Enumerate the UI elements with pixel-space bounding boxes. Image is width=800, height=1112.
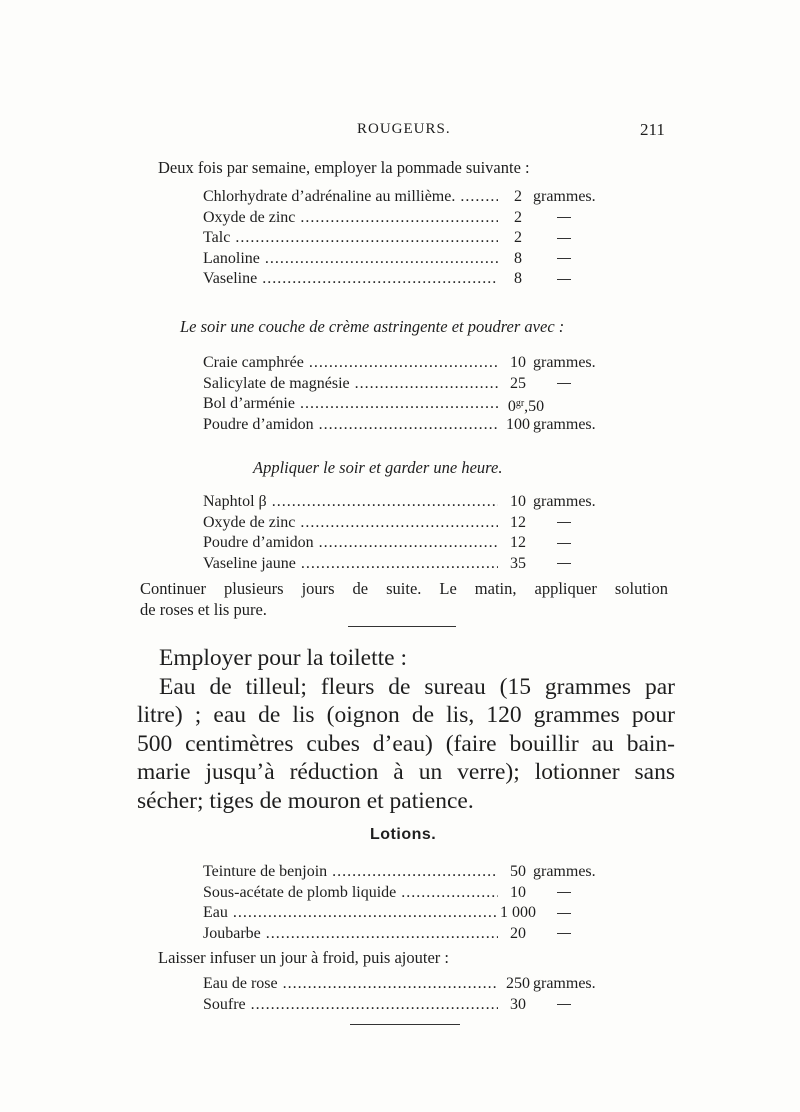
recipe-row xyxy=(203,924,623,945)
ingredient-name: Talc ..... xyxy=(203,228,501,249)
ingredient-qty: 250 xyxy=(498,974,538,995)
page-header xyxy=(0,121,800,145)
ingredient-name: Poudre d’amidon ..... xyxy=(203,415,501,436)
recipe-row xyxy=(203,554,623,575)
ingredient-name: Oxyde de zinc ..... xyxy=(203,513,501,534)
ingredient-name: Vaseline ..... xyxy=(203,269,501,290)
ingredient-unit xyxy=(533,228,571,249)
toilette-line: Eau de tilleul; fleurs de sureau (15 grammes par xyxy=(159,673,675,700)
ingredient-qty: 2 xyxy=(498,208,538,229)
ingredient-name: Vaseline jaune ..... xyxy=(203,554,501,575)
instruction-evening: Le soir une couche de crème astringente et poudrer avec : xyxy=(180,317,565,336)
end-divider xyxy=(350,1024,460,1025)
qty-tail: ,50 xyxy=(524,398,545,415)
infuse-text: Laisser infuser un jour à froid, puis ajouter : xyxy=(158,948,449,967)
recipe-row xyxy=(203,187,623,208)
ingredient-unit: grammes. xyxy=(533,188,596,205)
ingredient-name: Eau de rose ..... xyxy=(203,974,501,995)
ingredient-unit: grammes. xyxy=(533,415,596,433)
ingredient-name: Sous-acétate de plomb liquide ..... xyxy=(203,883,501,904)
recipe-pommade xyxy=(203,187,623,290)
ingredient-name: Bol d’arménie ..... xyxy=(203,394,501,415)
ingredient-unit xyxy=(533,554,571,575)
qty-main: 0 xyxy=(507,398,516,415)
ingredient-unit xyxy=(533,924,571,945)
recipe-row xyxy=(203,394,623,415)
ingredient-unit xyxy=(533,374,571,395)
recipe-poudre xyxy=(203,353,623,435)
toilette-line: sécher; tiges de mouron et patience. xyxy=(137,787,474,814)
ingredient-qty: 10 xyxy=(498,883,538,904)
ingredient-qty: 20 xyxy=(498,924,538,945)
recipe-row xyxy=(203,862,623,883)
intro-text: Deux fois par semaine, employer la pommade suivante : xyxy=(158,158,530,177)
ingredient-qty: 1 000 xyxy=(498,903,538,924)
recipe-row xyxy=(203,533,623,554)
recipe-row xyxy=(203,974,623,995)
ingredient-qty: 8 xyxy=(498,249,538,270)
toilette-line: marie jusqu’à réduction à un verre); lotionner sans xyxy=(137,759,675,785)
instruction-apply: Appliquer le soir et garder une heure. xyxy=(253,458,503,477)
continue-paragraph xyxy=(140,578,668,620)
ditto-dash xyxy=(557,892,571,893)
ingredient-qty: 100 xyxy=(498,415,538,436)
ditto-dash xyxy=(557,933,571,934)
ingredient-qty: 12 xyxy=(498,513,538,534)
ingredient-qty: 50 xyxy=(498,862,538,883)
section-heading-lotions: Lotions. xyxy=(370,826,437,843)
ingredient-qty: 10 xyxy=(498,492,538,513)
ditto-dash xyxy=(557,543,571,544)
recipe-row xyxy=(203,995,623,1016)
ingredient-unit xyxy=(533,533,571,554)
ingredient-unit: grammes. xyxy=(533,975,596,992)
toilette-paragraph xyxy=(137,644,675,815)
ingredient-unit: grammes. xyxy=(533,863,596,880)
page-number: 211 xyxy=(640,120,665,139)
ingredient-unit xyxy=(533,249,571,270)
ingredient-unit xyxy=(533,883,571,904)
ingredient-unit xyxy=(533,513,571,534)
recipe-row xyxy=(203,883,623,904)
ditto-dash xyxy=(557,913,571,914)
continue-line-2: de roses et lis pure. xyxy=(140,600,267,619)
ingredient-qty: 30 xyxy=(498,995,538,1016)
recipe-row xyxy=(203,903,623,924)
ingredient-unit xyxy=(533,269,571,290)
recipe-addition xyxy=(203,974,623,1015)
recipe-row xyxy=(203,249,623,270)
toilette-line: litre) ; eau de lis (oignon de lis, 120 grammes pour xyxy=(137,702,675,728)
ingredient-qty: 25 xyxy=(498,374,538,395)
ingredient-qty: 12 xyxy=(498,533,538,554)
recipe-naphtol xyxy=(203,492,623,574)
ditto-dash xyxy=(557,522,571,523)
ditto-dash xyxy=(557,238,571,239)
ingredient-name: Craie camphrée ..... xyxy=(203,353,501,374)
recipe-row xyxy=(203,269,623,290)
ingredient-name: Soufre ..... xyxy=(203,995,501,1016)
section-divider xyxy=(348,626,456,627)
ingredient-qty: 35 xyxy=(498,554,538,575)
ingredient-name: Oxyde de zinc ..... xyxy=(203,208,501,229)
ditto-dash xyxy=(557,258,571,259)
ingredient-unit xyxy=(533,995,571,1016)
recipe-row xyxy=(203,208,623,229)
continue-line-1: Continuer plusieurs jours de suite. Le matin, appliquer solution xyxy=(140,579,668,598)
ingredient-unit xyxy=(533,903,571,924)
ingredient-name: Joubarbe ..... xyxy=(203,924,501,945)
ingredient-name: Eau ..... xyxy=(203,903,501,924)
ingredient-qty: 10 xyxy=(498,353,538,374)
recipe-lotion xyxy=(203,862,623,944)
recipe-row xyxy=(203,492,623,513)
ingredient-unit: grammes. xyxy=(533,493,596,510)
ingredient-name: Salicylate de magnésie ..... xyxy=(203,374,501,395)
recipe-row xyxy=(203,513,623,534)
toilette-line: 500 centimètres cubes d’eau) (faire bouillir au bain- xyxy=(137,730,675,757)
recipe-row xyxy=(203,374,623,395)
ingredient-name: Chlorhydrate d’adrénaline au millième. ..... xyxy=(203,187,501,208)
qty-sup: gr xyxy=(515,398,525,409)
ingredient-name: Poudre d’amidon ..... xyxy=(203,533,501,554)
ditto-dash xyxy=(557,563,571,564)
running-title: ROUGEURS. xyxy=(357,121,451,137)
ingredient-qty: 8 xyxy=(498,269,538,290)
ingredient-name: Lanoline ..... xyxy=(203,249,501,270)
ditto-dash xyxy=(557,1004,571,1005)
recipe-row xyxy=(203,415,623,436)
ingredient-name: Naphtol β ..... xyxy=(203,492,501,513)
ingredient-unit xyxy=(533,208,571,229)
recipe-row xyxy=(203,228,623,249)
toilette-heading: Employer pour la toilette : xyxy=(159,645,407,671)
ditto-dash xyxy=(557,279,571,280)
ingredient-unit: grammes. xyxy=(533,354,596,371)
ditto-dash xyxy=(557,217,571,218)
recipe-row xyxy=(203,353,623,374)
ingredient-qty: 2 xyxy=(498,187,538,208)
ingredient-qty: 2 xyxy=(498,228,538,249)
ditto-dash xyxy=(557,383,571,384)
ingredient-name: Teinture de benjoin ..... xyxy=(203,862,501,883)
